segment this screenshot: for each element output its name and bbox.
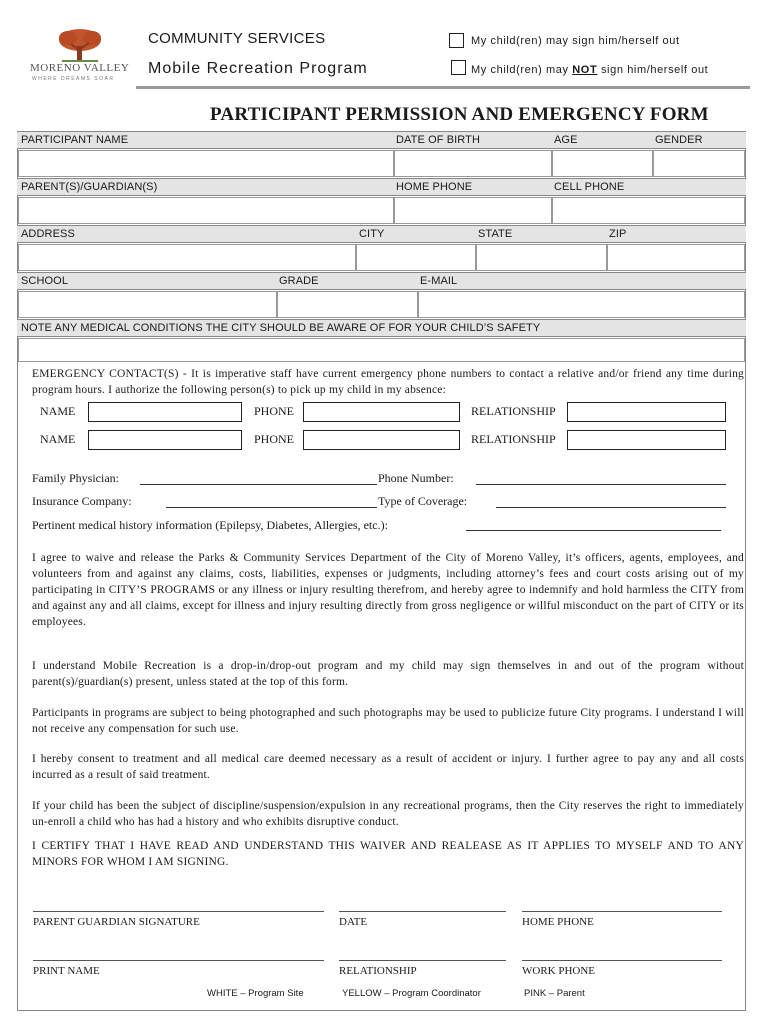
medical-history-line[interactable] (466, 530, 721, 531)
medical-conditions-label: NOTE ANY MEDICAL CONDITIONS THE CITY SHOULD BE AWARE OF FOR YOUR CHILD’S SAFETY (21, 322, 541, 334)
guardian-signature-label: PARENT GUARDIAN SIGNATURE (33, 916, 200, 928)
program-title: Mobile Recreation Program (148, 60, 368, 77)
coverage-label: Type of Coverage: (378, 494, 468, 508)
address-label: ADDRESS (21, 228, 75, 240)
home-phone-label: HOME PHONE (396, 181, 473, 193)
school-label: SCHOOL (21, 275, 69, 287)
cell-phone-label: CELL PHONE (554, 181, 625, 193)
date-line[interactable] (339, 911, 506, 912)
email-label: E-MAIL (420, 275, 458, 287)
participant-name-field[interactable] (18, 150, 394, 177)
contact2-relationship-label: RELATIONSHIP (471, 432, 556, 446)
contact2-name-input[interactable] (88, 430, 242, 450)
signature-home-phone-line[interactable] (522, 911, 722, 912)
grade-label: GRADE (279, 275, 319, 287)
address-field[interactable] (18, 244, 356, 271)
contact1-phone-input[interactable] (303, 402, 460, 422)
medical-consent-paragraph: I hereby consent to treatment and all medical care deemed necessary as a result of accident or injury. I further agree to pay any and all costs incurred as a result of said treatment. (32, 753, 744, 781)
sign-out-not-allowed-label: My child(ren) may NOT sign him/herself out (471, 64, 709, 76)
grade-field[interactable] (277, 291, 418, 318)
waiver-paragraph: I agree to waive and release the Parks & Community Services Department of the City of Moreno Valley, it’s officers, agents, employees, and volunteers from and against any claims, costs, liabilities, expenses or judgments, including attorney’s fees and court costs arising out of my participating in CITY’S PROGRAMS or any illness or injury resulting therefrom, and hereby agree to indemnify and hold harmless the CITY from and against any and all claims, except for illness and injury resulting directly from gross negligence or willful misconduct on the part of CITY or its employees. (32, 552, 744, 628)
guardian-field[interactable] (18, 197, 394, 224)
pink-copy-note: PINK – Parent (524, 988, 585, 999)
dob-label: DATE OF BIRTH (396, 134, 481, 146)
contact1-name-label: NAME (40, 404, 76, 418)
guardian-label: PARENT(S)/GUARDIAN(S) (21, 181, 158, 193)
insurance-line[interactable] (166, 507, 377, 508)
date-label: DATE (339, 916, 368, 928)
print-name-line[interactable] (33, 960, 324, 961)
physician-phone-label: Phone Number: (378, 471, 454, 485)
physician-line[interactable] (140, 484, 377, 485)
signature-home-phone-label: HOME PHONE (522, 916, 594, 928)
city-field[interactable] (356, 244, 476, 271)
insurance-label: Insurance Company: (32, 494, 132, 508)
certify-paragraph: I CERTIFY THAT I HAVE READ AND UNDERSTAND THIS WAIVER AND REALEASE AS IT APPLIES TO MYSELF AND TO ANY MINORS FOR WHOM I AM SIGNING. (32, 840, 744, 868)
work-phone-label: WORK PHONE (522, 965, 596, 977)
print-name-label: PRINT NAME (33, 965, 100, 977)
photo-paragraph: Participants in programs are subject to being photographed and such photographs may be used to publicize future City programs. I understand I will not receive any compensation for such use. (32, 707, 744, 735)
guardian-signature-line[interactable] (33, 911, 324, 912)
address-label-row (17, 225, 746, 243)
white-copy-note: WHITE – Program Site (207, 988, 304, 999)
state-field[interactable] (476, 244, 607, 271)
discipline-paragraph: If your child has been the subject of discipline/suspension/expulsion in any recreational programs, then the City reserves the right to immediately un-enroll a child who has had a history and who exhibits disruptive conduct. (32, 800, 744, 828)
contact2-relationship-input[interactable] (567, 430, 726, 450)
logo-name: MORENO VALLEY (30, 62, 130, 74)
home-phone-field[interactable] (394, 197, 552, 224)
age-field[interactable] (552, 150, 653, 177)
age-label: AGE (554, 134, 578, 146)
coverage-line[interactable] (496, 507, 726, 508)
work-phone-line[interactable] (522, 960, 722, 961)
header-divider (136, 86, 750, 89)
school-field[interactable] (18, 291, 277, 318)
medical-conditions-field[interactable] (18, 338, 745, 362)
state-label: STATE (478, 228, 513, 240)
relationship-label: RELATIONSHIP (339, 965, 417, 977)
dropin-paragraph: I understand Mobile Recreation is a drop-in/drop-out program and my child may sign themselves in and out of the program without parent(s)/guardian(s) present, unless stated at the top of this form. (32, 660, 744, 688)
medical-history-label: Pertinent medical history information (Epilepsy, Diabetes, Allergies, etc.): (32, 518, 388, 532)
contact1-name-input[interactable] (88, 402, 242, 422)
gender-field[interactable] (653, 150, 745, 177)
physician-label: Family Physician: (32, 471, 119, 485)
contact1-relationship-input[interactable] (567, 402, 726, 422)
medical-label-row (17, 319, 746, 337)
physician-phone-line[interactable] (476, 484, 726, 485)
yellow-copy-note: YELLOW – Program Coordinator (342, 988, 481, 999)
contact2-name-label: NAME (40, 432, 76, 446)
city-logo (28, 28, 128, 84)
sign-out-not-allowed-checkbox[interactable] (451, 60, 466, 75)
contact1-phone-label: PHONE (254, 404, 295, 418)
participant-label-row (17, 131, 746, 149)
emergency-intro: EMERGENCY CONTACT(S) - It is imperative staff have current emergency phone numbers to contact a relative and/or friend any time during program hours. I authorize the following person(s) to pick up my child in my absence: (32, 368, 744, 396)
logo-tagline: WHERE DREAMS SOAR (32, 76, 115, 82)
gender-label: GENDER (655, 134, 703, 146)
guardian-label-row (17, 178, 746, 196)
form-title: PARTICIPANT PERMISSION AND EMERGENCY FORM (210, 104, 709, 125)
contact2-phone-input[interactable] (303, 430, 460, 450)
tree-icon (56, 28, 104, 64)
email-field[interactable] (418, 291, 745, 318)
zip-label: ZIP (609, 228, 627, 240)
city-label: CITY (359, 228, 385, 240)
sign-out-allowed-checkbox[interactable] (449, 33, 464, 48)
sign-out-allowed-label: My child(ren) may sign him/herself out (471, 35, 680, 47)
department-title: COMMUNITY SERVICES (148, 30, 326, 47)
dob-field[interactable] (394, 150, 552, 177)
contact1-relationship-label: RELATIONSHIP (471, 404, 556, 418)
contact2-phone-label: PHONE (254, 432, 295, 446)
participant-name-label: PARTICIPANT NAME (21, 134, 129, 146)
relationship-line[interactable] (339, 960, 506, 961)
school-label-row (17, 272, 746, 290)
cell-phone-field[interactable] (552, 197, 745, 224)
zip-field[interactable] (607, 244, 745, 271)
